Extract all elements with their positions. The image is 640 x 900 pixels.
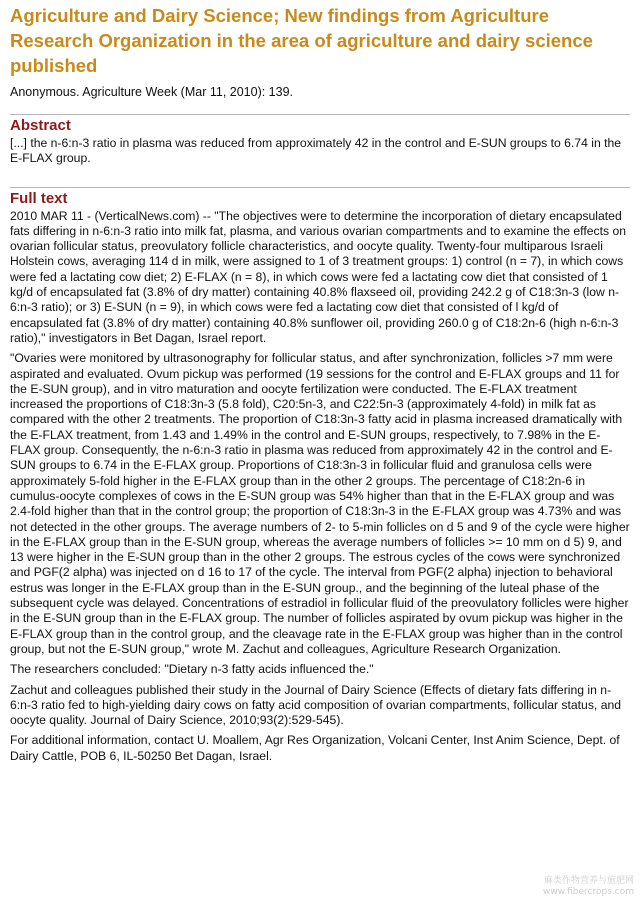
full-text-paragraph: "Ovaries were monitored by ultrasonography for follicular status, and after synchronization, follicles >7 mm were aspirated and evaluated. Ovum pickup was performed (19 sessions for the control and E-FLAX groups and 11 for the E-SUN group), and in vitro maturation and oocyte fertilization were conducted. The E-FLAX treatment increased the proportions of C18:3n-3 (5.8 fold), C20:5n-3, and C22:5n-3 (approximately 4-fold) in milk fat as compared with the other 2 treatments. The proportion of C18:3n-3 fatty acid in plasma increased dramatically with the E-FLAX treatment, from 1.43 and 1.49% in the control and E-SUN groups, respectively, to 7.98% in the E-FLAX group. Consequently, the n-6:n-3 ratio in plasma was reduced from approximately 42 in the control and E-SUN groups to 6.74 in the E-FLAX group. Proportions of C18:3n-3 in follicular fluid and granulosa cells were approximately 5-fold higher in the E-FLAX group than in the other 2 groups. The percentage of C18:2n-6 in cumulus-oocyte complexes of cows in the E-SUN group was 54% higher than that in the E-FLAX group and was 2.4-fold higher than that in the control group; the proportion of C18:3n-3 in the E-FLAX group was 4.73% and was not detected in the other groups. The average numbers of 2- to 5-min follicles on d 5 and 9 of the cycle were higher in the E-FLAX group than in the E-SUN group, whereas the average numbers of follicles >= 10 mm on d 5) 9, and 13 were higher in the E-SUN group than in the other 2 groups. The estrous cycles of the cows were synchronized and PGF(2 alpha) was injected on d 16 to 17 of the cycle. The interval from PGF(2 alpha) injection to behavioral estrus was longer in the E-FLAX group than in the E-SUN group., and the beginning of the luteal phase of the subsequent cycle was delayed. Concentrations of estradiol in follicular fluid of the preovulatory follicles were higher in the E-SUN group than in the E-FLAX group. The number of follicles aspirated by ovum pickup was higher in the E-FLAX group than in the control group, and the cleavage rate in the E-FLAX group was higher than in the control group, but not the E-SUN group," wrote M. Zachut and colleagues, Agriculture Research Organization. xyxy=(10,351,630,656)
watermark-line-cn: 麻类作物营养与施肥网 xyxy=(543,876,634,886)
section-divider xyxy=(10,114,630,115)
article-title: Agriculture and Dairy Science; New findings from Agriculture Research Organization in the area of agriculture and dairy science published xyxy=(10,5,593,76)
full-text-paragraph: For additional information, contact U. Moallem, Agr Res Organization, Volcani Center, Inst Anim Science, Dept. of Dairy Cattle, POB 6, IL-50250 Bet Dagan, Israel. xyxy=(10,733,620,763)
full-text-paragraph: The researchers concluded: "Dietary n-3 fatty acids influenced the." xyxy=(10,662,374,677)
article-citation: Anonymous. Agriculture Week (Mar 11, 2010): 139. xyxy=(10,85,294,99)
watermark-line-url: www.fibercrops.com xyxy=(543,887,634,897)
full-text-heading: Full text xyxy=(10,189,68,207)
abstract-heading: Abstract xyxy=(10,117,71,134)
site-watermark xyxy=(543,876,634,898)
full-text-paragraph: 2010 MAR 11 - (VerticalNews.com) -- "The objectives were to determine the incorporation of dietary encapsulated fats differing in n-6:n-3 ratio into milk fat, plasma, and various ovarian compartments and to examine the effects on ovarian follicular status, preovulatory follicle characteristics, and oocyte quality. Twenty-four multiparous Israeli Holstein cows, averaging 114 d in milk, were assigned to 1 of 3 treatment groups: 1) control (n = 7), in which cows were fed a lactating cow diet; 2) E-FLAX (n = 8), in which cows were fed a lactating cow diet that consisted of 1 kg/d of encapsulated fat (3.8% of dry matter) containing 40.8% flaxseed oil, providing 242.2 g of C18:3n-3 (low n-6:n-3 ratio); or 3) E-SUN (n = 9), in which cows were fed a lactating cow diet that consisted of l kg/d of encapsulated fat (3.8% of dry matter) containing 40.8% sunflower oil, providing 260.0 g of C18:2n-6 (high n-6:n-3 ratio)," investigators in Bet Dagan, Israel report. xyxy=(10,208,627,345)
full-text-paragraph: Zachut and colleagues published their study in the Journal of Dairy Science (Effects of dietary fats differing in n-6:n-3 ratio fed to high-yielding dairy cows on fatty acid composition of ovarian compartments, follicular status, and oocyte quality. Journal of Dairy Science, 2010;93(2):529-545). xyxy=(10,682,622,728)
abstract-text: [...] the n-6:n-3 ratio in plasma was reduced from approximately 42 in the control and E-SUN groups to 6.74 in the E-FLAX group. xyxy=(10,136,622,166)
section-divider xyxy=(10,187,630,188)
